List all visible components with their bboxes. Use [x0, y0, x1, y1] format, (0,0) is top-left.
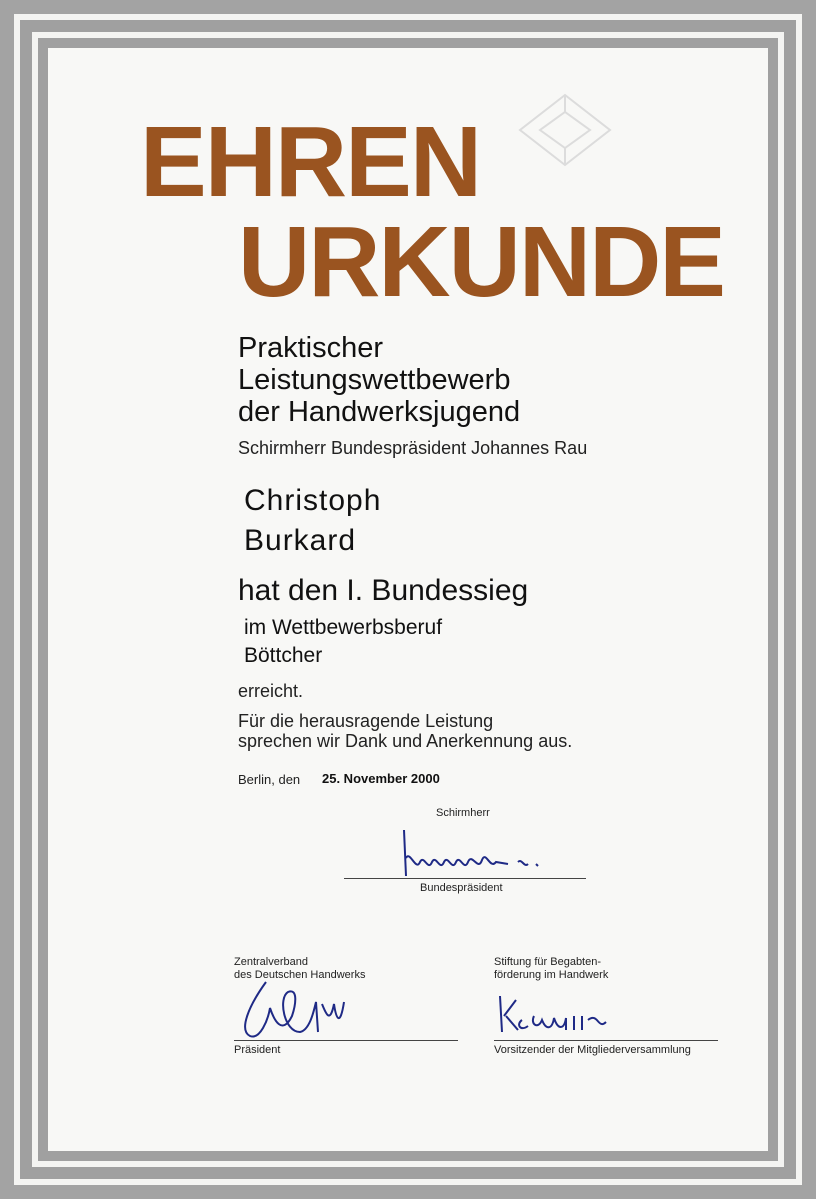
place-label: Berlin, den — [238, 772, 301, 787]
patron-heading: Schirmherr — [436, 807, 490, 819]
recipient-first-name: Christoph — [244, 484, 382, 517]
patron-signature-icon — [398, 828, 558, 884]
left-role: Präsident — [234, 1044, 281, 1056]
embossed-emblem-icon — [510, 90, 620, 180]
subtitle-line-1: Praktischer — [238, 332, 384, 364]
left-org-line-2: des Deutschen Handwerks — [234, 969, 366, 981]
right-signature-icon — [494, 990, 614, 1038]
left-signature-icon — [236, 974, 356, 1046]
profession-intro: im Wettbewerbsberuf — [244, 616, 443, 639]
achievement-text: hat den I. Bundessieg — [238, 574, 529, 607]
title-line1: EHREN — [140, 106, 481, 218]
title-line2: URKUNDE — [238, 206, 724, 318]
patron-signature-line — [344, 878, 586, 879]
title-urkunde — [238, 206, 724, 318]
left-org-line-1: Zentralverband — [234, 956, 308, 968]
right-signature-line — [494, 1040, 718, 1041]
patron-line: Schirmherr Bundespräsident Johannes Rau — [238, 438, 588, 458]
achieved-text: erreicht. — [238, 681, 304, 701]
right-org-line-1: Stiftung für Begabten- — [494, 956, 602, 968]
subtitle-line-3: der Handwerksjugend — [238, 396, 521, 428]
left-signature-line — [234, 1040, 458, 1041]
certificate-paper — [48, 48, 768, 1151]
recipient-last-name: Burkard — [244, 524, 357, 557]
subtitle-line-2: Leistungswettbewerb — [238, 364, 511, 396]
title-ehren — [140, 106, 481, 218]
profession: Böttcher — [244, 644, 323, 667]
certificate-date: 25. November 2000 — [322, 771, 440, 786]
right-role: Vorsitzender der Mitgliederversammlung — [494, 1044, 691, 1056]
patron-role: Bundespräsident — [420, 882, 503, 894]
right-org-line-2: förderung im Handwerk — [494, 969, 609, 981]
thanks-line-2: sprechen wir Dank und Anerkennung aus. — [238, 731, 573, 751]
thanks-line-1: Für die herausragende Leistung — [238, 711, 494, 731]
